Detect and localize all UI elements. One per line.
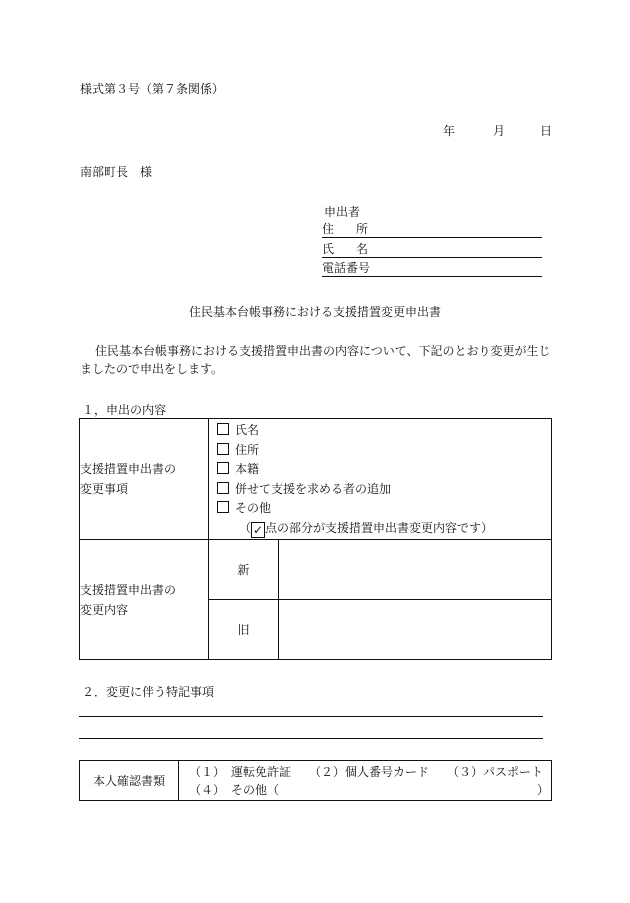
change-items-label-line1: 支援措置申出書の <box>80 462 177 476</box>
id-docs-line-1: （１） 運転免許証 （２）個人番号カード （３）パスポート <box>189 764 544 779</box>
applicant-address-field <box>322 220 542 238</box>
applicant-name-field <box>322 240 542 258</box>
section2-heading: ２．変更に伴う特記事項 <box>82 685 215 699</box>
date-day-label: 日 <box>540 124 553 138</box>
change-items-label-line2: 変更事項 <box>80 482 129 496</box>
applicant-label: 申出者 <box>324 205 361 219</box>
date-year-label: 年 <box>443 124 456 138</box>
new-content-cell[interactable] <box>279 540 552 600</box>
new-label-cell: 新 <box>209 540 279 600</box>
id-docs-other-label: （４） その他（ <box>189 782 280 797</box>
checkbox-icon[interactable] <box>217 501 229 513</box>
note-open-paren: （ <box>239 520 252 535</box>
note-text: 点の部分が支援措置申出書変更内容です） <box>265 520 494 535</box>
option-domicile[interactable] <box>217 460 551 480</box>
checkbox-icon[interactable] <box>217 462 229 474</box>
id-documents-table <box>79 760 552 801</box>
special-notes-line-2[interactable] <box>79 738 543 739</box>
change-content-label-line2: 変更内容 <box>80 602 129 617</box>
change-content-label-line1: 支援措置申出書の <box>80 582 177 597</box>
address-label-2: 所 <box>356 222 369 236</box>
request-content-table <box>79 418 552 660</box>
checkbox-icon[interactable] <box>217 482 229 494</box>
intro-line-1: 住民基本台帳事務における支援措置申出書の内容について、下記のとおり変更が生じ <box>95 344 551 358</box>
checkbox-icon[interactable] <box>217 423 229 435</box>
addressee: 南部町長 様 <box>80 165 153 179</box>
id-docs-line-2 <box>189 781 551 799</box>
option-address[interactable] <box>217 441 551 461</box>
option-other[interactable] <box>217 499 551 519</box>
section1-heading: １，申出の内容 <box>82 403 167 417</box>
change-content-label-cell <box>80 540 209 660</box>
address-label-1: 住 <box>322 222 335 236</box>
name-label-1: 氏 <box>322 242 335 256</box>
option-add-person[interactable] <box>217 480 551 500</box>
option-domicile-label: 本籍 <box>235 462 260 476</box>
id-docs-other-close: ） <box>537 782 550 797</box>
checkbox-icon[interactable] <box>217 443 229 455</box>
old-label-cell: 旧 <box>209 600 279 660</box>
id-docs-label: 本人確認書類 <box>80 761 179 801</box>
name-label-2: 名 <box>356 242 369 256</box>
option-add-person-label: 併せて支援を求める者の追加 <box>235 481 392 496</box>
phone-label: 電話番号 <box>322 261 371 275</box>
checkmark-icon: ✓ <box>252 522 264 537</box>
applicant-phone-field <box>322 259 542 277</box>
intro-line-2: ましたので申出をします。 <box>80 362 224 376</box>
option-other-label: その他 <box>235 501 272 515</box>
special-notes-line-1[interactable] <box>79 716 543 717</box>
change-items-options-cell <box>209 419 552 540</box>
option-address-label: 住所 <box>235 442 260 457</box>
change-items-label-cell <box>80 419 209 540</box>
date-month-label: 月 <box>493 124 506 138</box>
check-note <box>217 519 551 539</box>
old-content-cell[interactable] <box>279 600 552 660</box>
document-title: 住民基本台帳事務における支援措置変更申出書 <box>188 305 441 319</box>
option-name[interactable] <box>217 421 551 441</box>
option-name-label: 氏名 <box>235 423 260 437</box>
form-number: 様式第３号（第７条関係） <box>80 82 225 96</box>
id-docs-options-cell <box>179 761 552 801</box>
